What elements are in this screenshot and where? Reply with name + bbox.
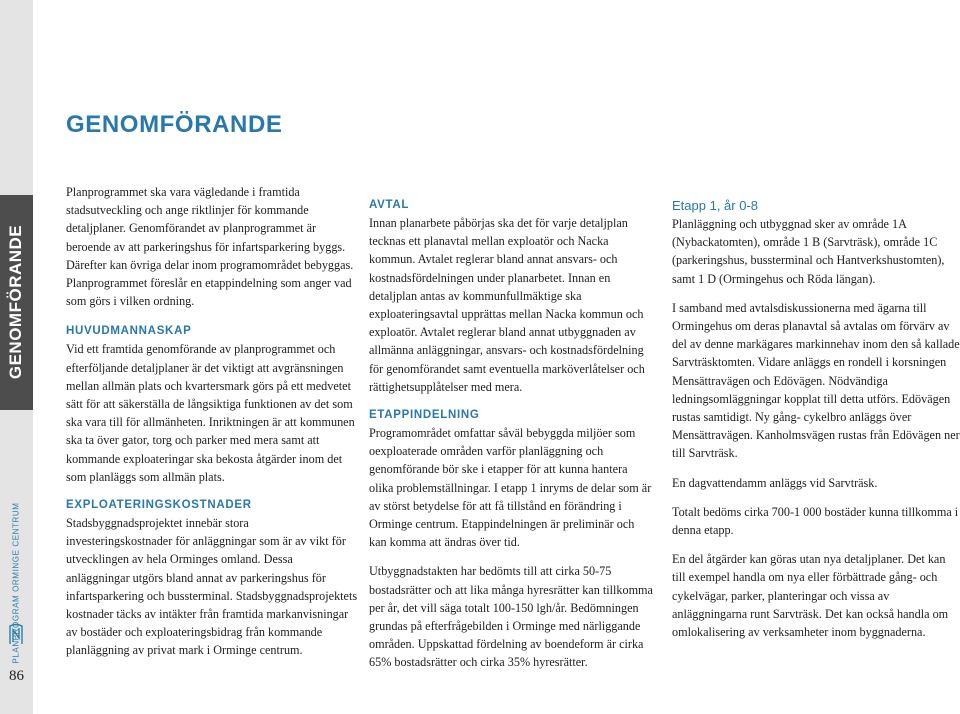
heading-etapp-1: Etapp 1, år 0-8 bbox=[672, 198, 758, 213]
paragraph-bostader: Totalt bedöms cirka 700-1 000 bostäder kunna tillkomma i denna etapp. bbox=[672, 504, 959, 538]
program-label: PLANPROGRAM ORMINGE CENTRUM bbox=[11, 502, 21, 664]
paragraph-avtalsdiskussioner: I samband med avtalsdiskussionerna med ägarna till Ormingehus om deras planavtal så avtalas om förvärv av del av denne markägares markinnehav inom den så kallade Sarvträsktomten. Vidare anläggs en rondell i korsningen Mensättravägen och Edövägen. Nödvändiga ledningsomläggningar kopplat till detta utförs. Edövägen rustas samtidigt. Ny gång- cykelbro anläggs över Mensättravägen. Kanholmsvägen rustas från Edövägen ner till Sarvträsk. bbox=[672, 300, 960, 461]
sidebar bbox=[0, 0, 33, 714]
paragraph-dagvattendamm: En dagvattendamm anläggs vid Sarvträsk. bbox=[672, 475, 878, 490]
paragraph-avtal: Innan planarbete påbörjas ska det för varje detaljplan tecknas ett planavtal mellan exploatör och Nacka kommun. Avtalet reglerar bland annat ansvars- och kostnadsfördelningen under planarbetet. Innan en detaljplan antas av kommunfullmäktige ska exploateringsavtal upprättas mellan Nacka kommun och exploatör. Avtalet reglerar bland annat utbyggnaden av allmänna anläggningar, ansvars- och kostnadsfördelning för genomförandet samt eventuella marköverlåtelser och rättighetsupplåtelser med mera. bbox=[369, 216, 645, 394]
paragraph-exploateringskostnader: Stadsbyggnadsprojektet innebär stora investeringskostnader för anläggningar som är av vikt för utvecklingen av hela Orminges omland. Dessa anläggningar utgörs bland annat av parkeringshus för infartsparkering och bussterminal. Stadsbyggnadsprojektets kostnader täcks av intäkter från framtida markanvisningar av bostäder och exploateringsbidrag från kommande planläggning av privat mark i Orminge centrum. bbox=[66, 516, 358, 658]
page-number: 86 bbox=[9, 668, 24, 684]
heading-etappindelning: ETAPPINDELNING bbox=[369, 409, 480, 422]
intro-paragraph: Planprogrammet ska vara vägledande i framtida stadsutveckling och ange riktlinjer för kommande detaljplaner. Genomförandet av planprogrammet är beroende av att parkeringshus för infartsparkering byggs. Därefter kan övriga delar inom programområdet bebyggas. Planprogrammet föreslår en etappindelning som anger vad som görs i vilken ordning. bbox=[66, 185, 354, 309]
paragraph-utbyggnadstakt: Utbyggnadstakten har bedömts till att cirka 50-75 bostadsrätter och att lika många hyresrätter kan tillkomma per år, det vill säga totalt 100-150 lgh/år. Bedömningen grundas på efterfrågebilden i Orminge med närliggande områden. Uppskattad fördelning av boendeform är cirka 65% bostadsrätter och cirka 35% hyresrätter. bbox=[369, 564, 653, 670]
paragraph-atgarder: En del åtgärder kan göras utan nya detaljplaner. Det kan till exempel handla om nya eller förbättrade gång- och cykelvägar, parker, planteringar och vissa av anläggningarna runt Sarvträsk. Det kan också handla om omlokalisering av verksamheter inom byggnaderna. bbox=[672, 552, 949, 640]
column-2 bbox=[369, 197, 654, 683]
column-1 bbox=[66, 183, 358, 671]
paragraph-etapp-1: Planläggning och utbyggnad sker av område 1A (Nybackatomten), område 1 B (Sarvträsk), område 1C (parkeringshus, bussterminal och Hantverkshustomten), samt 1 D (Ormingehus och Röda längan). bbox=[672, 217, 945, 286]
chapter-label: GENOMFÖRANDE bbox=[6, 224, 25, 380]
paragraph-huvudmannaskap: Vid ett framtida genomförande av planprogrammet och efterföljande detaljplaner är det viktigt att avgränsningen mellan allmän plats och kvartersmark görs på ett medvetet sätt för att säkerställa de långsiktiga funktionen av det som ska vara till för allmänheten. Inriktningen är att kommunen ska ta över gator, torg och parker med mera samt att kommande exploateringar ska bekosta åtgärder inom det som planläggs som allmän plats. bbox=[66, 342, 355, 484]
column-3 bbox=[672, 197, 960, 652]
paragraph-etappindelning: Programområdet omfattar såväl bebyggda miljöer som oexploaterade områden varför planläggning och genomförande bör ske i etapper för att kunna hantera olika problemställningar. I etapp 1 inryms de delar som är av störst betydelse för att få tillstånd en förändring i Orminge centrum. Etappindelningen är preliminär och kan komma att ändras över tid. bbox=[369, 426, 652, 550]
heading-exploateringskostnader: EXPLOATERINGSKOSTNADER bbox=[66, 499, 252, 512]
heading-avtal: AVTAL bbox=[369, 199, 410, 211]
page-title: GENOMFÖRANDE bbox=[66, 111, 283, 138]
heading-huvudmannaskap: HUVUDMANNASKAP bbox=[66, 325, 192, 338]
nacka-kommun-logo-icon bbox=[7, 622, 25, 646]
